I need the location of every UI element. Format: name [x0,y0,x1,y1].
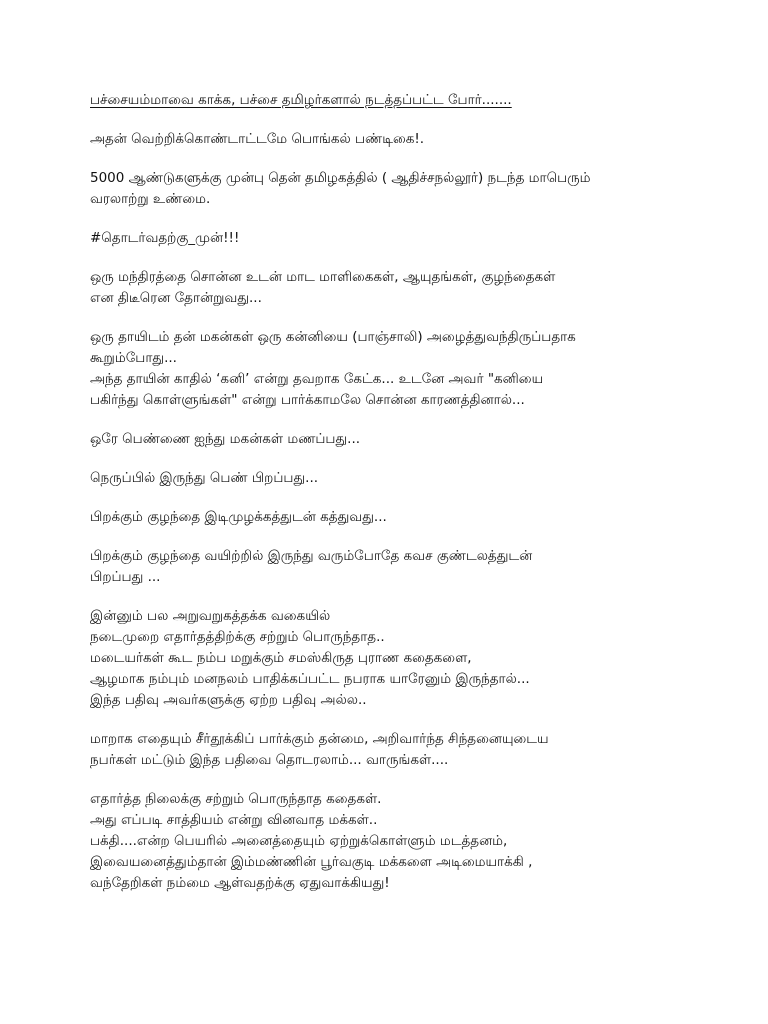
paragraph-line: ஒரு மந்திரத்தை சொன்ன உடன் மாட மாளிகைகள், ஆயுதங்கள், குழந்தைகள் [90,269,556,285]
paragraph-line: அதன் வெற்றிக்கொண்டாட்டமே பொங்கல் பண்டிகை!. [90,131,425,147]
paragraph-line: எதார்த்த நிலைக்கு சற்றும் பொருந்தாத கதைகள். [90,791,382,807]
paragraph-line: அந்த தாயின் காதில் ‘கனி’ என்று தவறாக கேட்க... உடனே அவர் "கனியை [90,371,544,387]
paragraph-line: மடையர்கள் கூட நம்ப மறுக்கும் சமஸ்கிருத புராண கதைகளை, [90,650,472,666]
paragraph-line: 5000 ஆண்டுகளுக்கு முன்பு தென் தமிழகத்தில் ( ஆதிச்சநல்லூர்) நடந்த மாபெரும் [90,170,591,186]
document-page [90,90,680,894]
paragraph-line: இந்த பதிவு அவர்களுக்கு ஏற்ற பதிவு அல்ல.. [90,692,367,708]
paragraph-line: பிறப்பது ... [90,569,161,585]
paragraph-line: பிறக்கும் குழந்தை வயிற்றில் இருந்து வரும்போதே கவச குண்டலத்துடன் [90,548,533,564]
paragraph-line: ஆழமாக நம்பும் மனநலம் பாதிக்கப்பட்ட நபராக யாரேனும் இருந்தால்... [90,671,530,687]
paragraph-line: இவையனைத்தும்தான் இம்மண்ணின் பூர்வகுடி மக்களை அடிமையாக்கி , [90,854,533,870]
paragraph-5 [90,327,680,411]
paragraph-4 [90,267,680,309]
paragraph-9 [90,546,680,588]
paragraph-7 [90,468,680,489]
paragraph-6 [90,429,680,450]
document-title-block [90,90,680,111]
paragraph-12 [90,789,680,894]
paragraph-line: நடைமுறை எதார்தத்திற்க்கு சற்றும் பொருந்தாத.. [90,629,385,645]
paragraph-line: வந்தேறிகள் நம்மை ஆள்வதற்க்கு ஏதுவாக்கியது! [90,875,390,891]
paragraph-2 [90,168,680,210]
paragraph-line: நபர்கள் மட்டும் இந்த பதிவை தொடரலாம்... வாருங்கள்.... [90,752,449,768]
paragraph-10 [90,606,680,711]
paragraph-line: வரலாற்று உண்மை. [90,191,211,207]
paragraph-line: ஒரே பெண்ணை ஐந்து மகன்கள் மணப்பது... [90,431,361,447]
paragraph-line: மாறாக எதையும் சீர்தூக்கிப் பார்க்கும் தன்மை, அறிவார்ந்த சிந்தனையுடைய [90,731,549,747]
paragraph-line: பக்தி....என்ற பெயரில் அனைத்தையும் ஏற்றுக்கொள்ளும் மடத்தனம், [90,833,508,849]
paragraph-line: கூறும்போது... [90,350,177,366]
paragraph-11 [90,729,680,771]
paragraph-3 [90,228,680,249]
paragraph-line: பிறக்கும் குழந்தை இடிமுழக்கத்துடன் கத்துவது... [90,509,387,525]
paragraph-line: இன்னும் பல அறுவறுகத்தக்க வகையில் [90,608,331,624]
paragraph-line: என திடீரென தோன்றுவது... [90,290,262,306]
paragraph-line: அது எப்படி சாத்தியம் என்று வினவாத மக்கள்.. [90,812,378,828]
paragraph-8 [90,507,680,528]
document-title: பச்சையம்மாவை காக்க, பச்சை தமிழர்களால் நடத்தப்பட்ட போர்....... [90,92,512,108]
paragraph-1 [90,129,680,150]
paragraph-line: ஒரு தாயிடம் தன் மகன்கள் ஒரு கன்னியை (பாஞ்சாலி) அழைத்துவந்திருப்பதாக [90,329,576,345]
paragraph-line: நெருப்பில் இருந்து பெண் பிறப்பது... [90,470,319,486]
paragraph-line: பகிர்ந்து கொள்ளுங்கள்" என்று பார்க்காமலே சொன்ன காரணத்தினால்... [90,392,525,408]
hashtag-line: #தொடர்வதற்கு_முன்!!! [90,230,240,246]
